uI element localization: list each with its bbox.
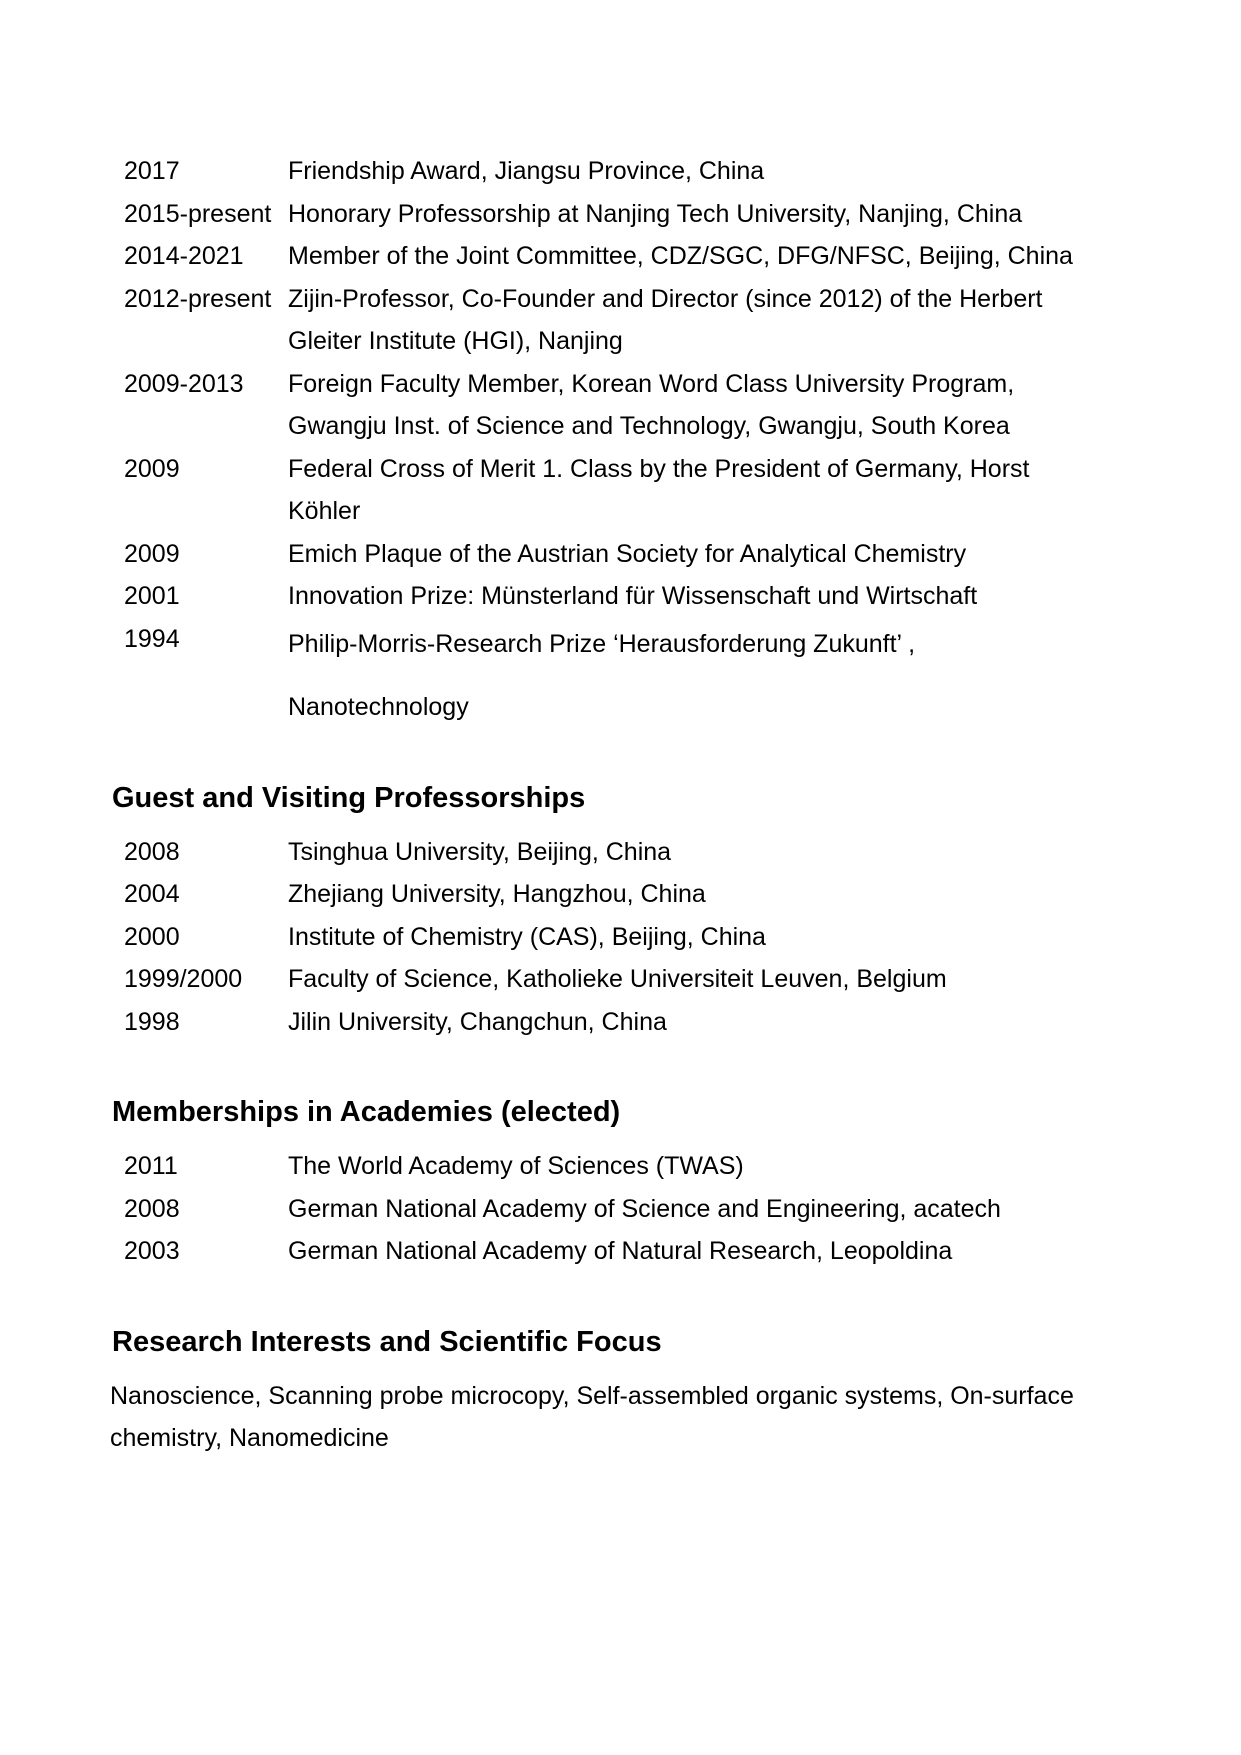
membership-year: 2003 xyxy=(124,1237,180,1265)
research-interests-line: Nanoscience, Scanning probe microcopy, Self-assembled organic systems, On-surface xyxy=(110,1381,1074,1410)
award-description-line: Philip-Morris-Research Prize ‘Herausforderung Zukunft’ , xyxy=(288,629,916,658)
professorship-description-line: Zhejiang University, Hangzhou, China xyxy=(288,880,706,908)
award-description xyxy=(288,618,1138,729)
membership-row xyxy=(110,1145,1181,1188)
professorship-row xyxy=(110,1001,1181,1044)
award-year: 2015-present xyxy=(124,199,272,228)
award-description-line: Foreign Faculty Member, Korean Word Class University Program, xyxy=(288,369,1015,398)
professorship-year: 2008 xyxy=(124,837,180,866)
award-description xyxy=(288,575,1138,618)
section-heading-memberships: Memberships in Academies (elected) xyxy=(112,1096,621,1128)
award-row xyxy=(110,363,1181,448)
award-description-line: Member of the Joint Committee, CDZ/SGC, DFG/NFSC, Beijing, China xyxy=(288,242,1073,270)
award-description xyxy=(288,363,1138,448)
award-row xyxy=(110,278,1181,363)
membership-description-line: The World Academy of Sciences (TWAS) xyxy=(288,1152,744,1180)
award-row xyxy=(110,448,1181,533)
professorship-row xyxy=(110,958,1181,1001)
professorship-description xyxy=(288,916,1138,959)
research-interests-line: chemistry, Nanomedicine xyxy=(110,1424,389,1452)
professorship-description-line: Tsinghua University, Beijing, China xyxy=(288,837,672,866)
award-year: 2009 xyxy=(124,454,180,483)
professorship-description xyxy=(288,873,1138,916)
membership-description-line: German National Academy of Natural Research, Leopoldina xyxy=(288,1237,953,1265)
award-description-line: Friendship Award, Jiangsu Province, China xyxy=(288,157,765,185)
professorship-row xyxy=(110,873,1181,916)
award-row xyxy=(110,575,1181,618)
section-heading-guest-professorships: Guest and Visiting Professorships xyxy=(112,781,586,814)
award-description xyxy=(288,150,1138,193)
award-description xyxy=(288,448,1138,533)
award-row xyxy=(110,618,1181,729)
awards-section xyxy=(110,150,1181,729)
professorship-row xyxy=(110,916,1181,959)
memberships-section xyxy=(110,1093,1181,1273)
award-description-line: Innovation Prize: Münsterland für Wissenschaft und Wirtschaft xyxy=(288,582,978,610)
award-row xyxy=(110,193,1181,236)
membership-description-line: German National Academy of Science and Engineering, acatech xyxy=(288,1194,1001,1223)
award-description-line: Zijin-Professor, Co-Founder and Director (since 2012) of the Herbert xyxy=(288,284,1043,313)
award-description-line: Nanotechnology xyxy=(288,693,469,721)
award-description-line: Gwangju Inst. of Science and Technology, Gwangju, South Korea xyxy=(288,412,1010,440)
award-description-line: Emich Plaque of the Austrian Society for Analytical Chemistry xyxy=(288,539,967,568)
research-interests-section xyxy=(110,1323,1181,1460)
membership-year: 2011 xyxy=(124,1152,178,1180)
membership-row xyxy=(110,1188,1181,1231)
award-year: 2009-2013 xyxy=(124,369,244,398)
award-description-line: Gleiter Institute (HGI), Nanjing xyxy=(288,327,623,355)
award-description-line: Federal Cross of Merit 1. Class by the President of Germany, Horst xyxy=(288,454,1030,483)
membership-description xyxy=(288,1145,1138,1188)
research-interests-paragraph xyxy=(110,1375,1181,1460)
award-year: 2009 xyxy=(124,539,180,568)
membership-description xyxy=(288,1230,1138,1273)
award-description-line: Honorary Professorship at Nanjing Tech University, Nanjing, China xyxy=(288,199,1023,228)
award-year: 2012-present xyxy=(124,284,272,313)
award-row xyxy=(110,533,1181,576)
award-year: 2001 xyxy=(124,582,180,610)
section-heading-research-interests: Research Interests and Scientific Focus xyxy=(112,1325,662,1358)
award-year: 2017 xyxy=(124,157,180,185)
award-row xyxy=(110,150,1181,193)
professorship-description xyxy=(288,831,1138,874)
guest-professorships-section xyxy=(110,779,1181,1044)
professorship-row xyxy=(110,831,1181,874)
award-year: 1994 xyxy=(124,624,180,653)
professorship-year: 1999/2000 xyxy=(124,965,243,993)
award-year: 2014-2021 xyxy=(124,242,244,270)
membership-year: 2008 xyxy=(124,1194,180,1223)
professorship-description-line: Faculty of Science, Katholieke Universiteit Leuven, Belgium xyxy=(288,965,947,993)
professorship-description xyxy=(288,958,1138,1001)
award-row xyxy=(110,235,1181,278)
professorship-description-line: Jilin University, Changchun, China xyxy=(288,1007,667,1036)
award-description xyxy=(288,278,1138,363)
membership-description xyxy=(288,1188,1138,1231)
award-description xyxy=(288,235,1138,278)
professorship-year: 2000 xyxy=(124,922,180,951)
award-description xyxy=(288,533,1138,576)
award-description-line: Köhler xyxy=(288,497,361,525)
professorship-description-line: Institute of Chemistry (CAS), Beijing, China xyxy=(288,922,766,951)
professorship-year: 2004 xyxy=(124,880,180,908)
professorship-description xyxy=(288,1001,1138,1044)
membership-row xyxy=(110,1230,1181,1273)
professorship-year: 1998 xyxy=(124,1007,180,1036)
award-description xyxy=(288,193,1138,236)
